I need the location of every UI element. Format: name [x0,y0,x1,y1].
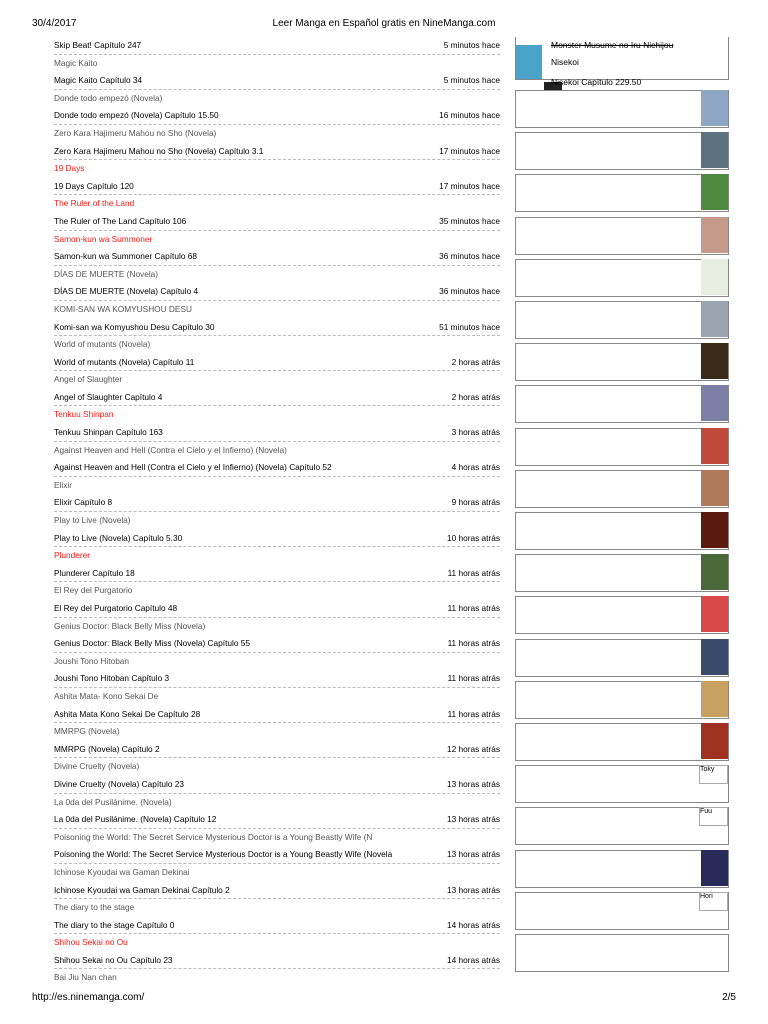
print-date: 30/4/2017 [32,18,77,29]
featured-cover-thumbnail[interactable] [516,45,542,79]
manga-title-link[interactable]: Joushi Tono Hitoban [54,655,130,666]
chapter-link[interactable]: Donde todo empezó (Novela) Capítulo 15.50 [54,110,219,121]
manga-title-row [54,301,500,319]
manga-cover-thumbnail[interactable] [701,850,728,886]
manga-title-row [54,758,500,776]
update-time: 13 horas atrás [446,884,500,895]
manga-title-link[interactable]: El Rey del Purgatorio [54,585,133,596]
manga-title-link[interactable]: Samon-kun wa Summoner [54,233,153,244]
page-title: Leer Manga en Español gratis en NineManga.com [272,18,496,29]
sidebar-manga-item[interactable] [515,385,729,423]
manga-cover-thumbnail[interactable] [701,512,728,548]
chapter-row [54,143,500,161]
manga-cover-thumbnail[interactable] [701,639,728,675]
manga-title-row [54,266,500,284]
manga-title-link[interactable]: Tenkuu Shinpan [54,409,114,420]
print-header [0,18,768,32]
manga-title-link[interactable]: Plunderer [54,550,90,561]
update-time: 9 horas atrás [451,497,500,508]
manga-title-link[interactable]: Magic Kaito [54,57,98,68]
chapter-row [54,811,500,829]
manga-cover-thumbnail[interactable] [701,723,728,759]
update-time: 13 horas atrás [446,778,500,789]
manga-title-link[interactable]: Poisoning the World: The Secret Service Mysterious Doctor is a Young Beastly Wife (N [54,831,373,842]
sidebar-manga-item[interactable] [515,512,729,550]
update-time: 4 horas atrás [451,462,500,473]
sidebar-manga-item[interactable] [515,428,729,466]
footer-url: http://es.ninemanga.com/ [32,992,145,1003]
sidebar-manga-item[interactable] [515,217,729,255]
manga-title-link[interactable]: Elixir [54,479,72,490]
chapter-row [54,37,500,55]
manga-title-link[interactable]: DÍAS DE MUERTE (Novela) [54,268,159,279]
manga-title-row [54,829,500,847]
manga-title-row [54,899,500,917]
manga-title-row [54,406,500,424]
chapter-row [54,213,500,231]
page-number: 2/5 [722,992,736,1003]
manga-title-row [54,477,500,495]
chapter-row [54,283,500,301]
update-time: 11 horas atrás [447,638,500,649]
update-time: 10 horas atrás [446,532,500,543]
chapter-link[interactable]: Ashita Mata Kono Sekai De Capítulo 28 [54,708,201,719]
chapter-row [54,846,500,864]
chapter-link[interactable]: Angel of Slaughter Capítulo 4 [54,391,163,402]
manga-title-row [54,969,500,987]
update-time: 16 minutos hace [439,110,500,121]
sidebar-manga-item[interactable] [515,639,729,677]
manga-cover-thumbnail[interactable] [701,428,728,464]
update-time: 11 horas atrás [447,708,500,719]
manga-cover-thumbnail[interactable] [701,174,728,210]
chapter-row [54,494,500,512]
sidebar-manga-item[interactable] [515,174,729,212]
manga-cover-thumbnail[interactable] [701,301,728,337]
manga-title-link[interactable]: Against Heaven and Hell (Contra el Cielo y el Infierno) (Novela) [54,444,287,455]
update-time: 12 horas atrás [446,743,500,754]
chapter-row [54,917,500,935]
chapter-link[interactable]: Against Heaven and Hell (Contra el Cielo y el Infierno) (Novela) Capítulo 52 [54,462,332,473]
chapter-link[interactable]: El Rey del Purgatorio Capítulo 48 [54,603,178,613]
sidebar-manga-item[interactable] [515,301,729,339]
update-time: 51 minutos hace [439,321,500,332]
chapter-link[interactable]: Tenkuu Shinpan Capítulo 163 [54,427,163,438]
chapter-link[interactable]: DÍAS DE MUERTE (Novela) Capítulo 4 [54,286,199,297]
featured-manga-box[interactable] [515,37,729,87]
manga-title-row [54,160,500,178]
update-time: 3 horas atrás [451,427,500,438]
manga-title-link[interactable]: MMRPG (Novela) [54,726,120,737]
update-time: 2 horas atrás [451,391,500,402]
chapter-link[interactable]: Skip Beat! Capítulo 247 [54,40,142,50]
manga-title-link[interactable]: KOMI-SAN WA KOMYUSHOU DESU [54,303,192,314]
chapter-link[interactable]: Play to Live (Novela) Capítulo 5.30 [54,532,183,543]
featured-manga-title[interactable]: Monster Musume no Iru Nichijou [551,40,674,50]
sidebar-manga-item[interactable] [515,343,729,381]
chapter-row [54,107,500,125]
chapter-row [54,600,500,618]
update-time: 13 horas atrás [446,849,500,860]
broken-image-icon[interactable]: Hori [699,892,728,911]
chapter-link[interactable]: Poisoning the World: The Secret Service Mysterious Doctor is a Young Beastly Wife (Novela [54,849,393,860]
manga-title-link[interactable]: Ashita Mata- Kono Sekai De [54,690,159,701]
manga-title-row [54,90,500,108]
manga-cover-thumbnail[interactable] [701,596,728,632]
chapter-row [54,424,500,442]
sidebar-manga-item[interactable] [515,554,729,592]
update-time: 11 horas atrás [447,567,500,578]
broken-image-icon[interactable]: Toky [699,765,728,784]
manga-title-row [54,336,500,354]
update-time: 36 minutos hace [439,286,500,297]
update-time: 17 minutos hace [439,180,500,191]
update-time: 11 horas atrás [447,673,500,684]
chapter-link[interactable]: Genius Doctor: Black Belly Miss (Novela) Capítulo 55 [54,638,250,649]
manga-title-link[interactable]: World of mutants (Novela) [54,339,151,350]
update-time: 5 minutos hace [443,40,500,50]
sidebar-manga-item[interactable] [515,90,729,128]
chapter-link[interactable]: Zero Kara Hajimeru Mahou no Sho (Novela) Capítulo 3.1 [54,145,264,156]
chapter-link[interactable]: Shihou Sekai no Ou Capítulo 23 [54,954,173,965]
manga-title-row [54,55,500,73]
sidebar-manga-item[interactable] [515,807,729,845]
manga-cover-thumbnail[interactable] [701,90,728,126]
sidebar-manga-item[interactable] [515,934,729,972]
manga-cover-thumbnail[interactable] [701,554,728,590]
latest-updates-list [54,37,500,987]
chapter-link[interactable]: Komi-san wa Komyushou Desu Capítulo 30 [54,321,215,332]
manga-title-row [54,442,500,460]
manga-cover-thumbnail[interactable] [701,681,728,717]
manga-title-row [54,371,500,389]
sidebar-manga-item[interactable] [515,596,729,634]
manga-cover-thumbnail[interactable] [701,217,728,253]
manga-title-row [54,125,500,143]
chapter-link[interactable]: Divine Cruelty (Novela) Capítulo 23 [54,778,185,789]
manga-cover-thumbnail[interactable] [701,385,728,421]
manga-title-row [54,723,500,741]
chapter-row [54,354,500,372]
chapter-row [54,706,500,724]
manga-title-link[interactable]: Ichinose Kyoudai wa Gaman Dekinai [54,866,190,877]
manga-title-row [54,653,500,671]
update-time: 36 minutos hace [439,251,500,262]
chapter-row [54,952,500,970]
manga-cover-thumbnail[interactable] [701,343,728,379]
chapter-row [54,776,500,794]
sidebar-manga-item[interactable] [515,723,729,761]
chapter-row [54,459,500,477]
manga-title-link[interactable]: The Ruler of the Land [54,198,135,209]
update-time: 14 horas atrás [446,919,500,930]
chapter-link[interactable]: Samon-kun wa Summoner Capítulo 68 [54,251,197,262]
chapter-row [54,565,500,583]
chapter-link[interactable]: Joushi Tono Hitoban Capítulo 3 [54,673,170,684]
manga-title-link[interactable]: Shihou Sekai no Ou [54,937,128,948]
chapter-row [54,635,500,653]
chapter-row [54,741,500,759]
chapter-link[interactable]: The diary to the stage Capítulo 0 [54,919,175,930]
sidebar-manga-item[interactable] [515,892,729,930]
manga-title-link[interactable]: Genius Doctor: Black Belly Miss (Novela) [54,620,206,631]
chapter-link[interactable]: The Ruler of The Land Capítulo 106 [54,215,187,226]
chapter-row [54,882,500,900]
manga-title-link[interactable]: Angel of Slaughter [54,374,123,385]
chapter-link[interactable]: Ichinose Kyoudai wa Gaman Dekinai Capítulo 2 [54,884,230,895]
manga-cover-thumbnail[interactable] [701,470,728,506]
manga-title-row [54,582,500,600]
manga-title-row [54,547,500,565]
manga-title-row [54,688,500,706]
chapter-link[interactable]: MMRPG (Novela) Capítulo 2 [54,743,160,754]
featured-nisekoi-title[interactable]: Nisekoi [551,57,579,67]
manga-title-link[interactable]: The diary to the stage [54,902,135,913]
manga-title-link[interactable]: La 0da del Pusilánime. (Novela) [54,796,172,807]
chapter-row [54,389,500,407]
sidebar-manga-item[interactable] [515,850,729,888]
sidebar-manga-item[interactable] [515,681,729,719]
manga-title-row [54,794,500,812]
featured-chapter-link[interactable]: Nisekoi Capítulo 229.50 [551,77,642,87]
manga-title-row [54,934,500,952]
manga-cover-thumbnail[interactable] [701,259,728,295]
update-time: 17 minutos hace [439,145,500,156]
manga-title-row [54,512,500,530]
broken-image-icon[interactable]: Fuu [699,807,728,826]
manga-title-link[interactable]: Zero Kara Hajimeru Mahou no Sho (Novela) [54,127,217,138]
chapter-link[interactable]: Magic Kaito Capítulo 34 [54,75,143,86]
chapter-row [54,178,500,196]
update-time: 2 horas atrás [451,356,500,367]
manga-title-row [54,231,500,249]
manga-title-link[interactable]: Play to Live (Novela) [54,515,131,526]
chapter-row [54,670,500,688]
sidebar-manga-item[interactable] [515,132,729,170]
sidebar-manga-item[interactable] [515,765,729,803]
manga-title-row [54,864,500,882]
update-time: 13 horas atrás [446,814,500,825]
chapter-link[interactable]: La 0da del Pusilánime. (Novela) Capítulo 12 [54,814,217,825]
update-time: 14 horas atrás [446,954,500,965]
manga-title-link[interactable]: Divine Cruelty (Novela) [54,761,140,772]
chapter-row [54,530,500,548]
chapter-link[interactable]: World of mutants (Novela) Capítulo 11 [54,356,195,367]
sidebar-manga-item[interactable] [515,470,729,508]
manga-title-link[interactable]: Bai Jiu Nan chan [54,972,117,983]
update-time: 35 minutos hace [439,215,500,226]
chapter-link[interactable]: Plunderer Capítulo 18 [54,567,135,578]
manga-title-row [54,618,500,636]
chapter-row [54,72,500,90]
chapter-row [54,319,500,337]
manga-title-link[interactable]: 19 Days [54,163,85,174]
manga-title-row [54,195,500,213]
update-time: 11 horas atrás [447,603,500,613]
manga-cover-thumbnail[interactable] [701,132,728,168]
sidebar-manga-item[interactable] [515,259,729,297]
manga-title-link[interactable]: Donde todo empezó (Novela) [54,92,163,103]
chapter-link[interactable]: Elixir Capítulo 8 [54,497,113,508]
update-time: 5 minutos hace [443,75,500,86]
chapter-row [54,248,500,266]
chapter-link[interactable]: 19 Days Capítulo 120 [54,180,134,191]
